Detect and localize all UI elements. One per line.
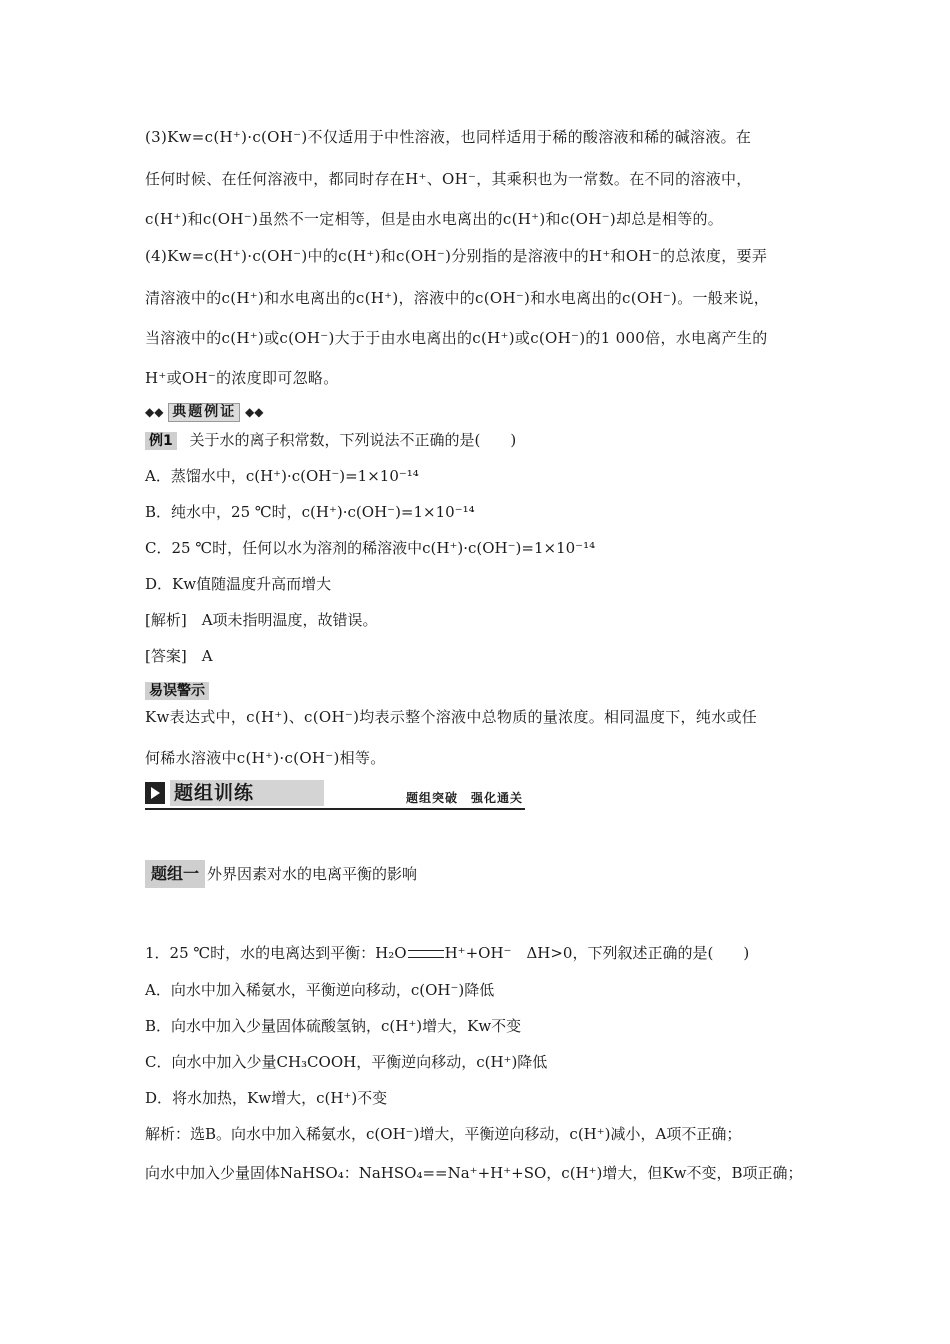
example-option-d: D．Kw值随温度升高而增大: [145, 575, 332, 593]
note-4-line-3: 当溶液中的c(H⁺)或c(OH⁻)大于于由水电离出的c(H⁺)或c(OH⁻)的1 000倍，水电离产生的: [145, 329, 768, 347]
note-3-line-3: c(H⁺)和c(OH⁻)虽然不一定相等，但是由水电离出的c(H⁺)和c(OH⁻)却总是相等的。: [145, 210, 724, 228]
practice-banner-subtitle: 题组突破 强化通关: [405, 791, 523, 805]
q1-analysis-line-2: 向水中加入少量固体NaHSO₄：NaHSO₄==Na⁺+H⁺+SO，c(H⁺)增大，但Kw不变，B项正确；: [145, 1164, 803, 1182]
warning-tag: 易误警示: [145, 682, 209, 700]
q1-stem: [145, 943, 749, 963]
group-1-tag: 题组一: [145, 860, 205, 888]
q1-option-b: B．向水中加入少量固体硫酸氢钠，c(H⁺)增大，Kw不变: [145, 1017, 522, 1035]
warning-heading: [145, 680, 209, 700]
practice-banner-title: 题组训练: [170, 780, 324, 806]
example-question-text: 关于水的离子积常数，下列说法不正确的是( ): [189, 431, 517, 449]
note-4-line-1: (4)Kw=c(H⁺)·c(OH⁻)中的c(H⁺)和c(OH⁻)分别指的是溶液中的H⁺和OH⁻的总浓度，要弄: [145, 247, 768, 265]
q1-option-a: A．向水中加入稀氨水，平衡逆向移动，c(OH⁻)降低: [145, 981, 495, 999]
example-option-c: C．25 ℃时，任何以水为溶剂的稀溶液中c(H⁺)·c(OH⁻)=1×10⁻¹⁴: [145, 539, 596, 557]
example-section-heading: [145, 401, 264, 422]
group-1-heading: [145, 860, 417, 888]
q1-analysis-line-1: 解析：选B。向水中加入稀氨水，c(OH⁻)增大，平衡逆向移动，c(H⁺)减小，A项不正确；: [145, 1125, 742, 1143]
q1-stem-part-1: 1．25 ℃时，水的电离达到平衡：H₂O: [145, 944, 407, 962]
example-section-label: 典题例证: [168, 403, 240, 422]
diamond-right-icon: ◆◆: [245, 405, 264, 419]
warning-line-2: 何稀水溶液中c(H⁺)·c(OH⁻)相等。: [145, 749, 386, 767]
example-tag: 例1: [145, 432, 177, 450]
example-option-a: A．蒸馏水中，c(H⁺)·c(OH⁻)=1×10⁻¹⁴: [145, 467, 419, 485]
q1-stem-part-2: H⁺+OH⁻ ΔH>0，下列叙述正确的是( ): [444, 944, 750, 962]
warning-line-1: Kw表达式中，c(H⁺)、c(OH⁻)均表示整个溶液中总物质的量浓度。相同温度下，纯水或任: [145, 708, 758, 726]
practice-banner: [145, 780, 525, 810]
q1-option-c: C．向水中加入少量CH₃COOH，平衡逆向移动，c(H⁺)降低: [145, 1053, 548, 1071]
note-4-line-4: H⁺或OH⁻的浓度即可忽略。: [145, 369, 339, 387]
group-1-title: 外界因素对水的电离平衡的影响: [207, 865, 418, 883]
note-3-line-1: (3)Kw=c(H⁺)·c(OH⁻)不仅适用于中性溶液，也同样适用于稀的酸溶液和稀的碱溶液。在: [145, 128, 752, 146]
diamond-left-icon: ◆◆: [145, 405, 164, 419]
note-4-line-2: 清溶液中的c(H⁺)和水电离出的c(H⁺)，溶液中的c(OH⁻)和水电离出的c(OH⁻)。一般来说，: [145, 289, 770, 307]
example-option-b: B．纯水中，25 ℃时，c(H⁺)·c(OH⁻)=1×10⁻¹⁴: [145, 503, 475, 521]
play-arrow-icon: [145, 782, 165, 804]
q1-option-d: D．将水加热，Kw增大，c(H⁺)不变: [145, 1089, 388, 1107]
example-answer: [答案] A: [145, 647, 213, 665]
example-analysis: [解析] A项未指明温度，故错误。: [145, 611, 378, 629]
example-question: [145, 430, 516, 450]
equilibrium-arrow-icon: [408, 950, 444, 958]
note-3-line-2: 任何时候、在任何溶液中，都同时存在H⁺、OH⁻，其乘积也为一常数。在不同的溶液中，: [145, 170, 752, 188]
